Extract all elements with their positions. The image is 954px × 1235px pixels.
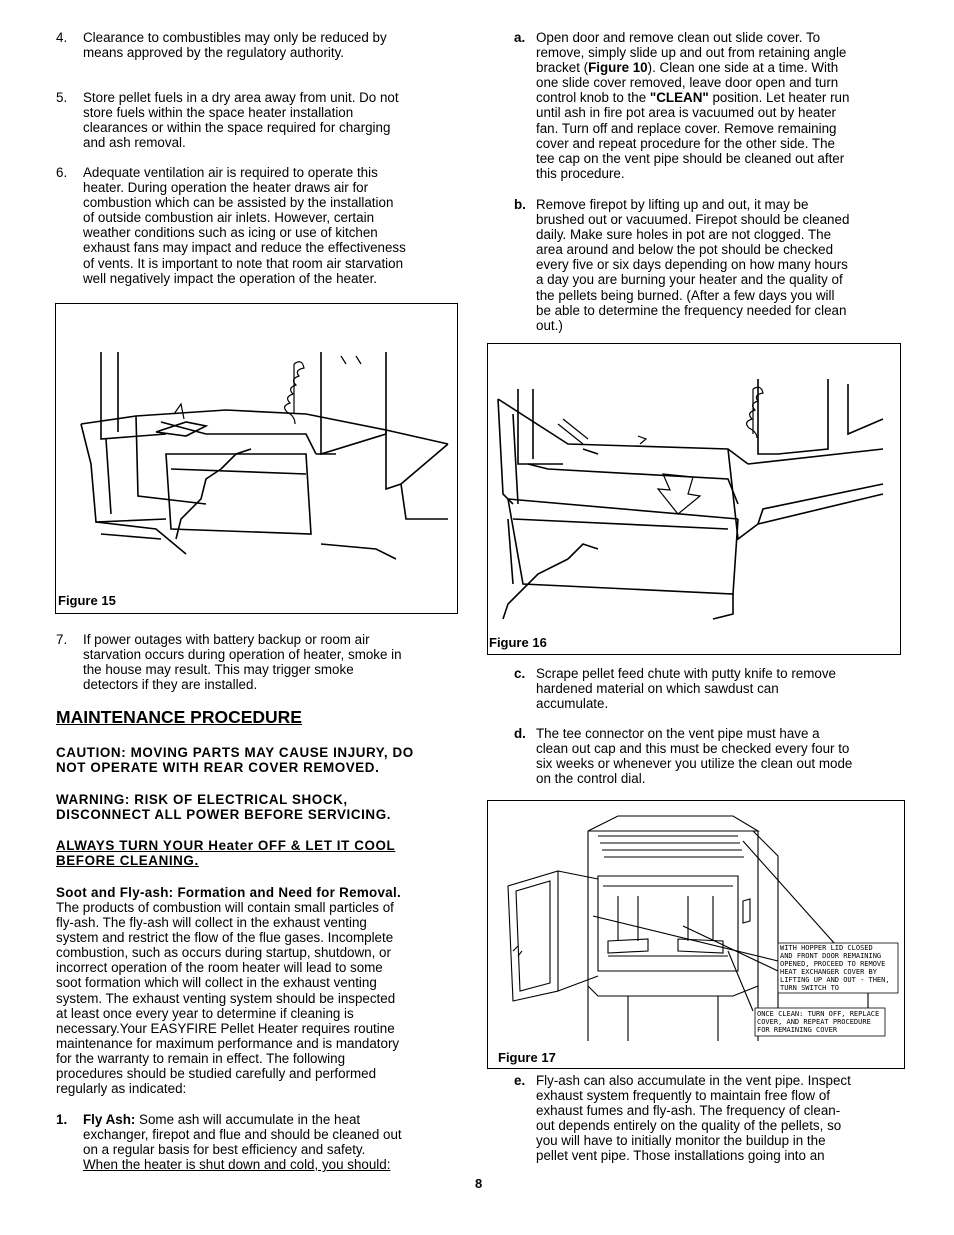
section-heading: MAINTENANCE PROCEDURE xyxy=(56,707,302,727)
fly-ash-body xyxy=(83,1112,402,1157)
item-a-line5b: position. Let heater run xyxy=(708,90,850,106)
fly-ash-underline: When the heater is shut down and cold, you should: xyxy=(83,1157,391,1172)
figure-17 xyxy=(487,800,905,1069)
item-a-text xyxy=(536,30,849,181)
item-letter: c. xyxy=(514,666,526,681)
figure-16 xyxy=(487,343,901,655)
warning-notice: WARNING: RISK OF ELECTRICAL SHOCK, DISCONNECT ALL POWER BEFORE SERVICING. xyxy=(56,792,392,823)
item-a-line3a: bracket ( xyxy=(536,60,589,76)
figure-17-caption: Figure 17 xyxy=(498,1050,556,1065)
item-a-line3b: ). Clean one side at a time. With one slide cover removed, leave door open and turn xyxy=(536,60,839,91)
cool-notice: ALWAYS TURN YOUR Heater OFF & LET IT COOL BEFORE CLEANING. xyxy=(56,838,396,869)
item-a-rest: until ash in fire pot area is vacuumed out by heater fan. Turn off and replace cover. Remove remaining cover and repeat procedure for the other side. The tee cap on the vent pipe should be cleaned out after this procedure. xyxy=(536,105,845,181)
item-letter: e. xyxy=(514,1073,526,1088)
caution-notice: CAUTION: MOVING PARTS MAY CAUSE INJURY, DO NOT OPERATE WITH REAR COVER REMOVED. xyxy=(56,745,414,776)
figure-16-illustration xyxy=(488,344,898,634)
page-number: 8 xyxy=(475,1176,483,1191)
item-text: Adequate ventilation air is required to operate this heater. During operation the heater draws air for combustion which can be assisted by the installation of outside combustion air inlets. However, certain weather conditions such as icing or use of kitchen exhaust fans may impact and reduce the effectiveness of vents. It is important to note that room air starvation well negatively impact the operation of the heater. xyxy=(83,165,406,286)
clean-setting: "CLEAN" xyxy=(649,90,709,106)
item-letter: b. xyxy=(514,197,526,212)
item-text: Scrape pellet feed chute with putty knife to remove hardened material on which sawdust can accumulate. xyxy=(536,666,836,712)
item-letter: d. xyxy=(514,726,526,741)
item-letter: a. xyxy=(514,30,526,45)
soot-paragraph: The products of combustion will contain small particles of fly-ash. The fly-ash will collect in the exhaust venting system and restrict the flow of the flue gases. Incomplete combustion, such as occurs during startup, shutdown, or incorrect operation of the room heater will lead to some soot formation which will collect in the exhaust venting system. The exhaust venting system should be inspected at least once every year to determine if cleaning is necessary.Your EASYFIRE Pellet Heater requires routine maintenance for maximum performance and is mandatory for the warranty to remain in effect. The following procedures should be studied carefully and performed regularly as indicated: xyxy=(56,900,400,1097)
figure-15 xyxy=(55,303,458,614)
item-a-line5a: control knob to the xyxy=(536,90,650,106)
figure-16-caption: Figure 16 xyxy=(489,635,547,650)
figure-17-callout-1: WITH HOPPER LID CLOSED AND FRONT DOOR REMAINING OPENED, PROCEED TO REMOVE HEAT EXCHANGER COVER BY LIFTING UP AND OUT - THEN, TURN SWITCH TO xyxy=(780,944,890,992)
fly-ash-title: Fly Ash: xyxy=(83,1112,136,1127)
item-text: The tee connector on the vent pipe must have a clean out cap and this must be checked every four to six weeks or whenever you utilize the clean out mode on the control dial. xyxy=(536,726,853,787)
item-number: 7. xyxy=(56,632,68,647)
figure-17-callout-2: ONCE CLEAN: TURN OFF, REPLACE COVER, AND REPEAT PROCEDURE FOR REMAINING COVER xyxy=(757,1010,880,1034)
figure-15-illustration xyxy=(56,304,456,594)
soot-title: Soot and Fly-ash: Formation and Need for Removal. xyxy=(56,885,402,900)
item-number: 6. xyxy=(56,165,68,180)
item-text: If power outages with battery backup or room air starvation occurs during operation of heater, smoke in the house may result. This may trigger smoke detectors if they are installed. xyxy=(83,632,402,693)
figure-15-caption: Figure 15 xyxy=(58,593,116,608)
item-text: Fly-ash can also accumulate in the vent pipe. Inspect exhaust system frequently to maintain free flow of exhaust fumes and fly-ash. The frequency of clean- out depends entirely on the quality of the pellets, so you will have to initially monitor the buildup in the pellet vent pipe. Those installations going into an xyxy=(536,1073,851,1164)
figure-10-ref: Figure 10 xyxy=(588,60,648,76)
item-number: 5. xyxy=(56,90,68,105)
item-text: Remove firepot by lifting up and out, it may be brushed out or vacuumed. Firepot should be cleaned daily. Make sure holes in pot are not clogged. The area around and below the pot should be checked every five or six days depending on how many hours a day you are burning your heater and the quality of the pellets being burned. (After a few days you will be able to determine the frequency needed for clean out.) xyxy=(536,197,850,333)
item-text: Clearance to combustibles may only be reduced by means approved by the regulatory authority. xyxy=(83,30,387,61)
item-number: 4. xyxy=(56,30,68,45)
item-text: Store pellet fuels in a dry area away from unit. Do not store fuels within the space heater installation clearances or within the space required for charging and ash removal. xyxy=(83,90,399,151)
fly-ash-text: Some ash will accumulate in the heat exchanger, firepot and flue and should be cleaned out on a regular basis for best efficiency and safety. xyxy=(83,1112,402,1158)
item-number: 1. xyxy=(56,1112,68,1127)
item-a-line1: Open door and remove clean out slide cover. To remove, simply slide up and out from retaining angle xyxy=(536,30,847,61)
